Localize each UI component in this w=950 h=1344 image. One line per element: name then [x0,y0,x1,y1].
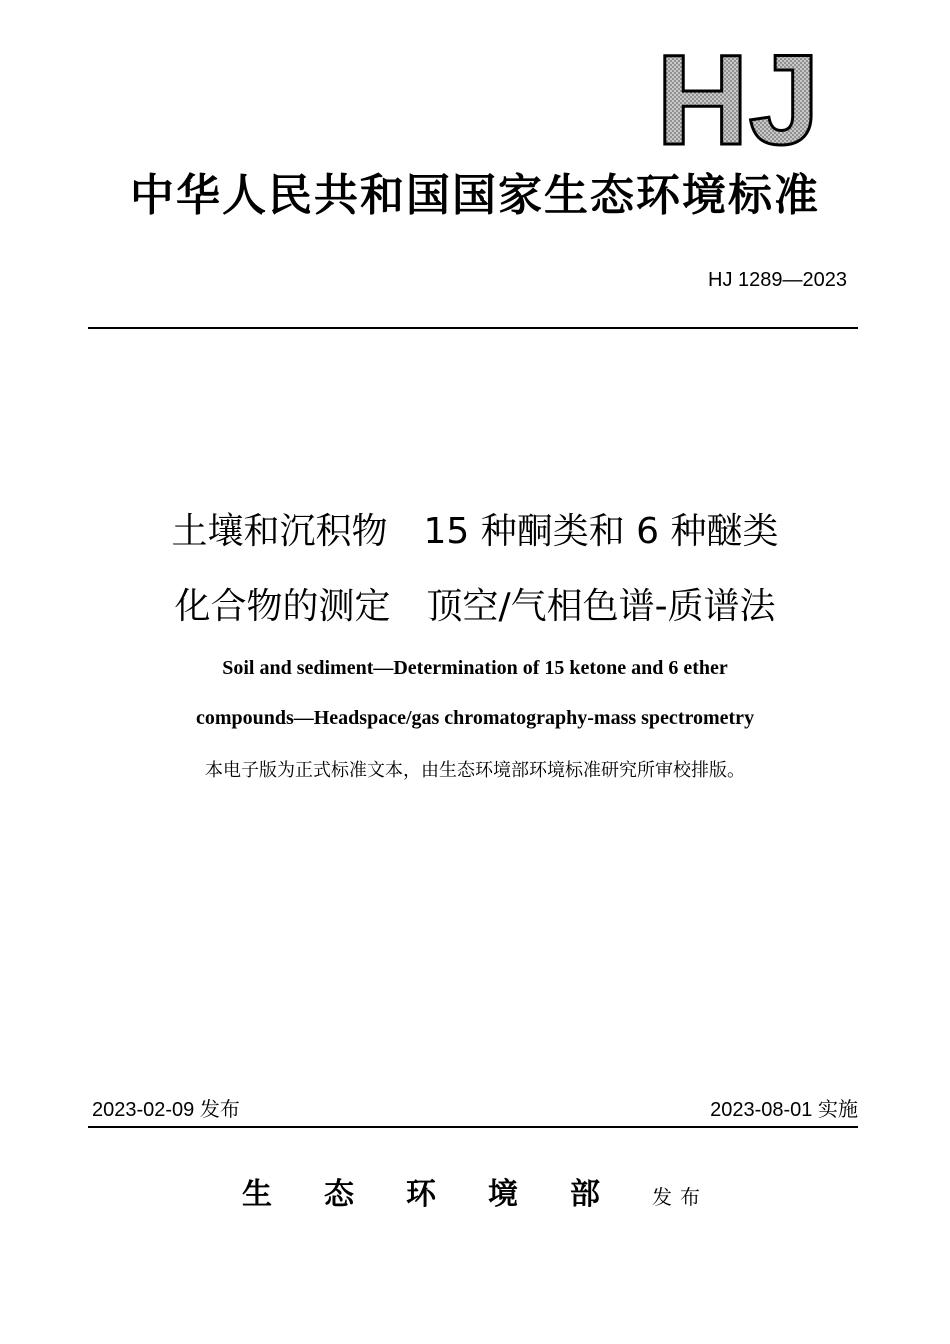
logo-text: HJ [656,44,820,154]
hj-logo [638,44,838,154]
publisher-line [0,1170,950,1224]
organization-title: 中华人民共和国国家生态环境标准 [130,170,820,221]
publisher-action: 发布 [652,1185,708,1209]
edition-note: 本电子版为正式标准文本，由生态环境部环境标准研究所审校排版。 [205,760,745,781]
chinese-title-line-2: 化合物的测定 顶空/气相色谱-质谱法 [174,586,776,627]
publisher-name: 生态环境部 [242,1177,652,1212]
standard-code: HJ 1289—2023 [708,269,847,291]
hj-logo-icon [638,44,838,154]
issue-date: 2023-02-09 发布 [92,1099,240,1121]
top-divider [88,327,858,329]
effective-date: 2023-08-01 实施 [710,1099,858,1121]
english-title-line-1: Soil and sediment—Determination of 15 ketone and 6 ether [222,657,728,679]
english-title-line-2: compounds—Headspace/gas chromatography-mass spectrometry [195,707,755,729]
chinese-title-line-1: 土壤和沉积物 15 种酮类和 6 种醚类 [171,511,779,552]
bottom-divider [88,1126,858,1128]
